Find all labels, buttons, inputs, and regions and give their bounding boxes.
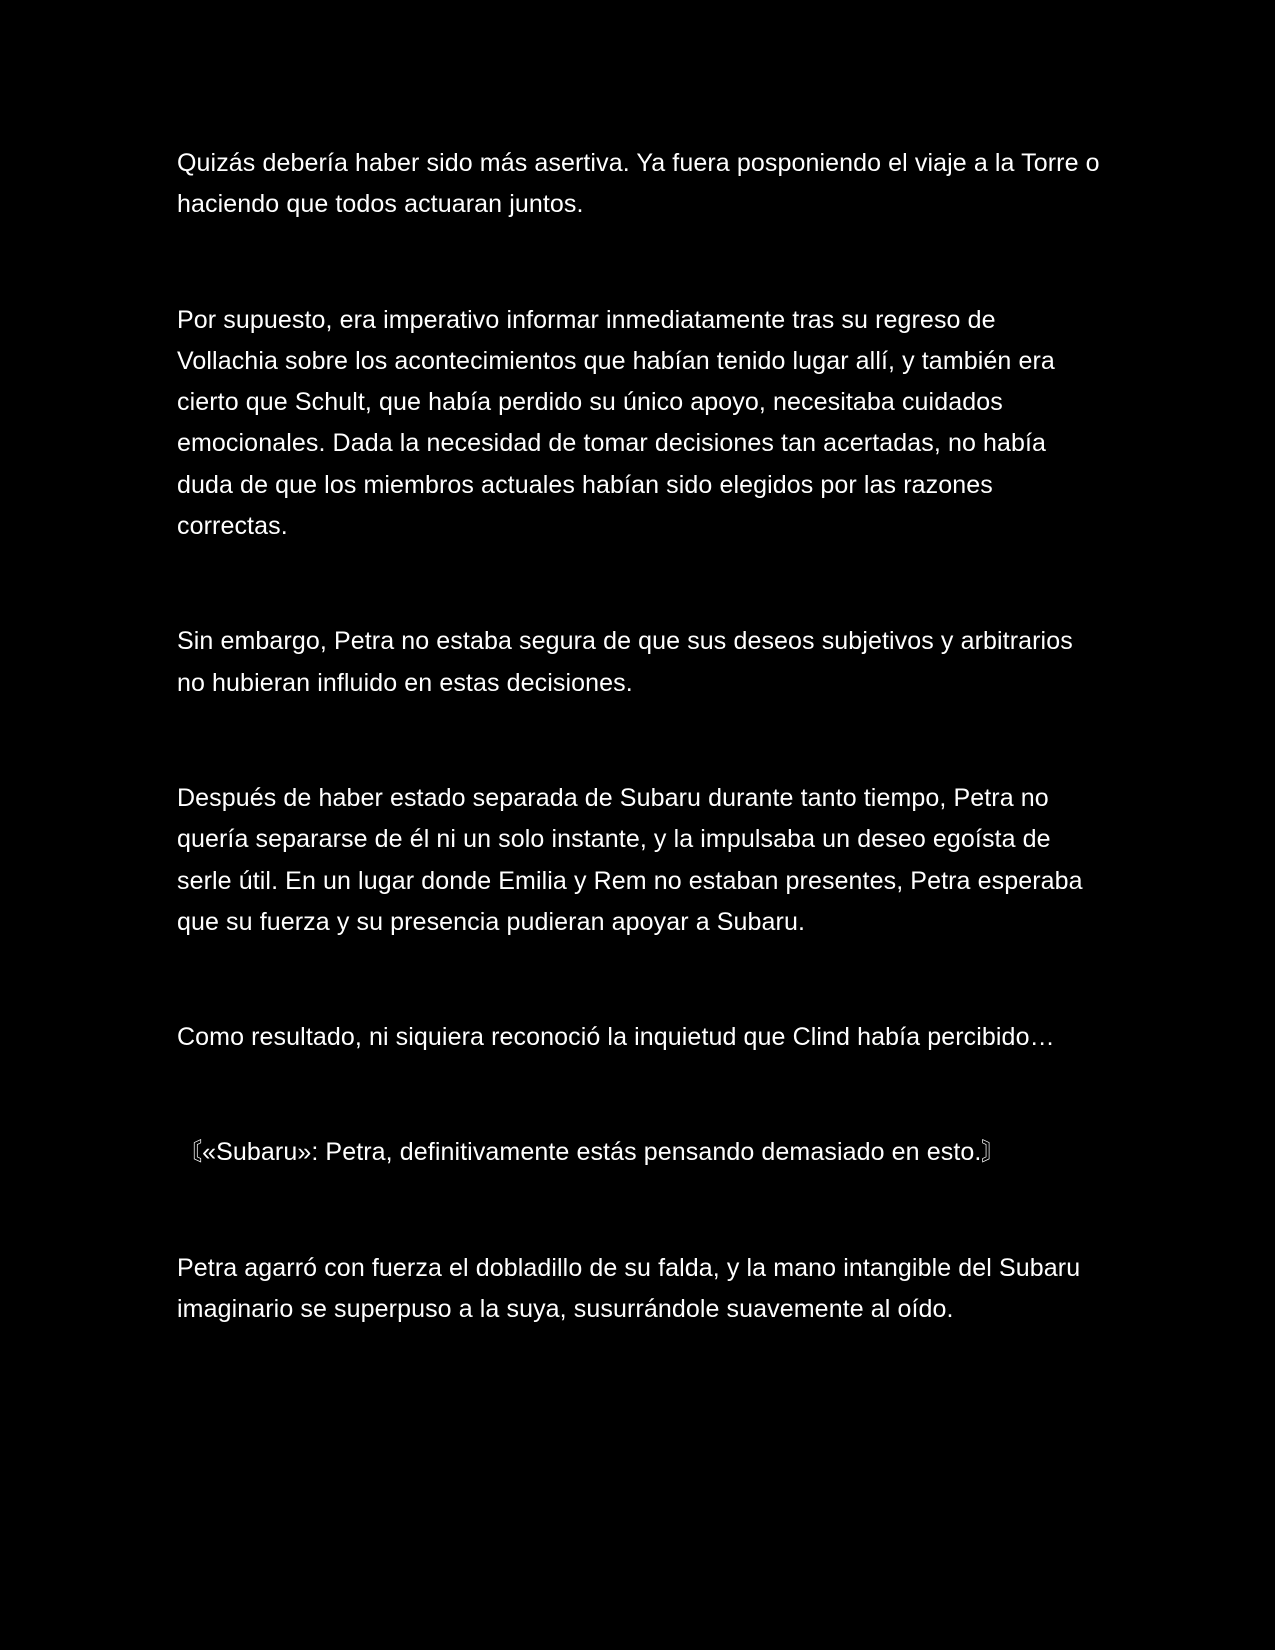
paragraph-2: Por supuesto, era imperativo informar inmediatamente tras su regreso de Vollachia sobre los acontecimientos que habían tenido lugar allí, y también era cierto que Schult, que había perdido su único apoyo, necesitaba cuidados emocionales. Dada la necesidad de tomar decisiones tan acertadas, no había duda de que los miembros actuales habían sido elegidos por las razones correctas. — [177, 305, 1055, 541]
text-column — [177, 143, 1102, 1330]
paragraph-4: Después de haber estado separada de Subaru durante tanto tiempo, Petra no quería separarse de él ni un solo instante, y la impulsaba un deseo egoísta de serle útil. En un lugar donde Emilia y Rem no estaban presentes, Petra esperaba que su fuerza y su presencia pudieran apoyar a Subaru. — [177, 783, 1083, 936]
paragraph-1: Quizás debería haber sido más asertiva. Ya fuera posponiendo el viaje a la Torre o haciendo que todos actuaran juntos. — [177, 149, 1100, 219]
paragraph-5: Como resultado, ni siquiera reconoció la inquietud que Clind había percibido… — [177, 1023, 1055, 1052]
dialogue-line: 〘«Subaru»: Petra, definitivamente estás pensando demasiado en esto.〙 — [177, 1138, 1007, 1167]
paragraph-3: Sin embargo, Petra no estaba segura de que sus deseos subjetivos y arbitrarios no hubieran influido en estas decisiones. — [177, 627, 1073, 697]
paragraph-7: Petra agarró con fuerza el dobladillo de su falda, y la mano intangible del Subaru imaginario se superpuso a la suya, susurrándole suavemente al oído. — [177, 1253, 1081, 1324]
